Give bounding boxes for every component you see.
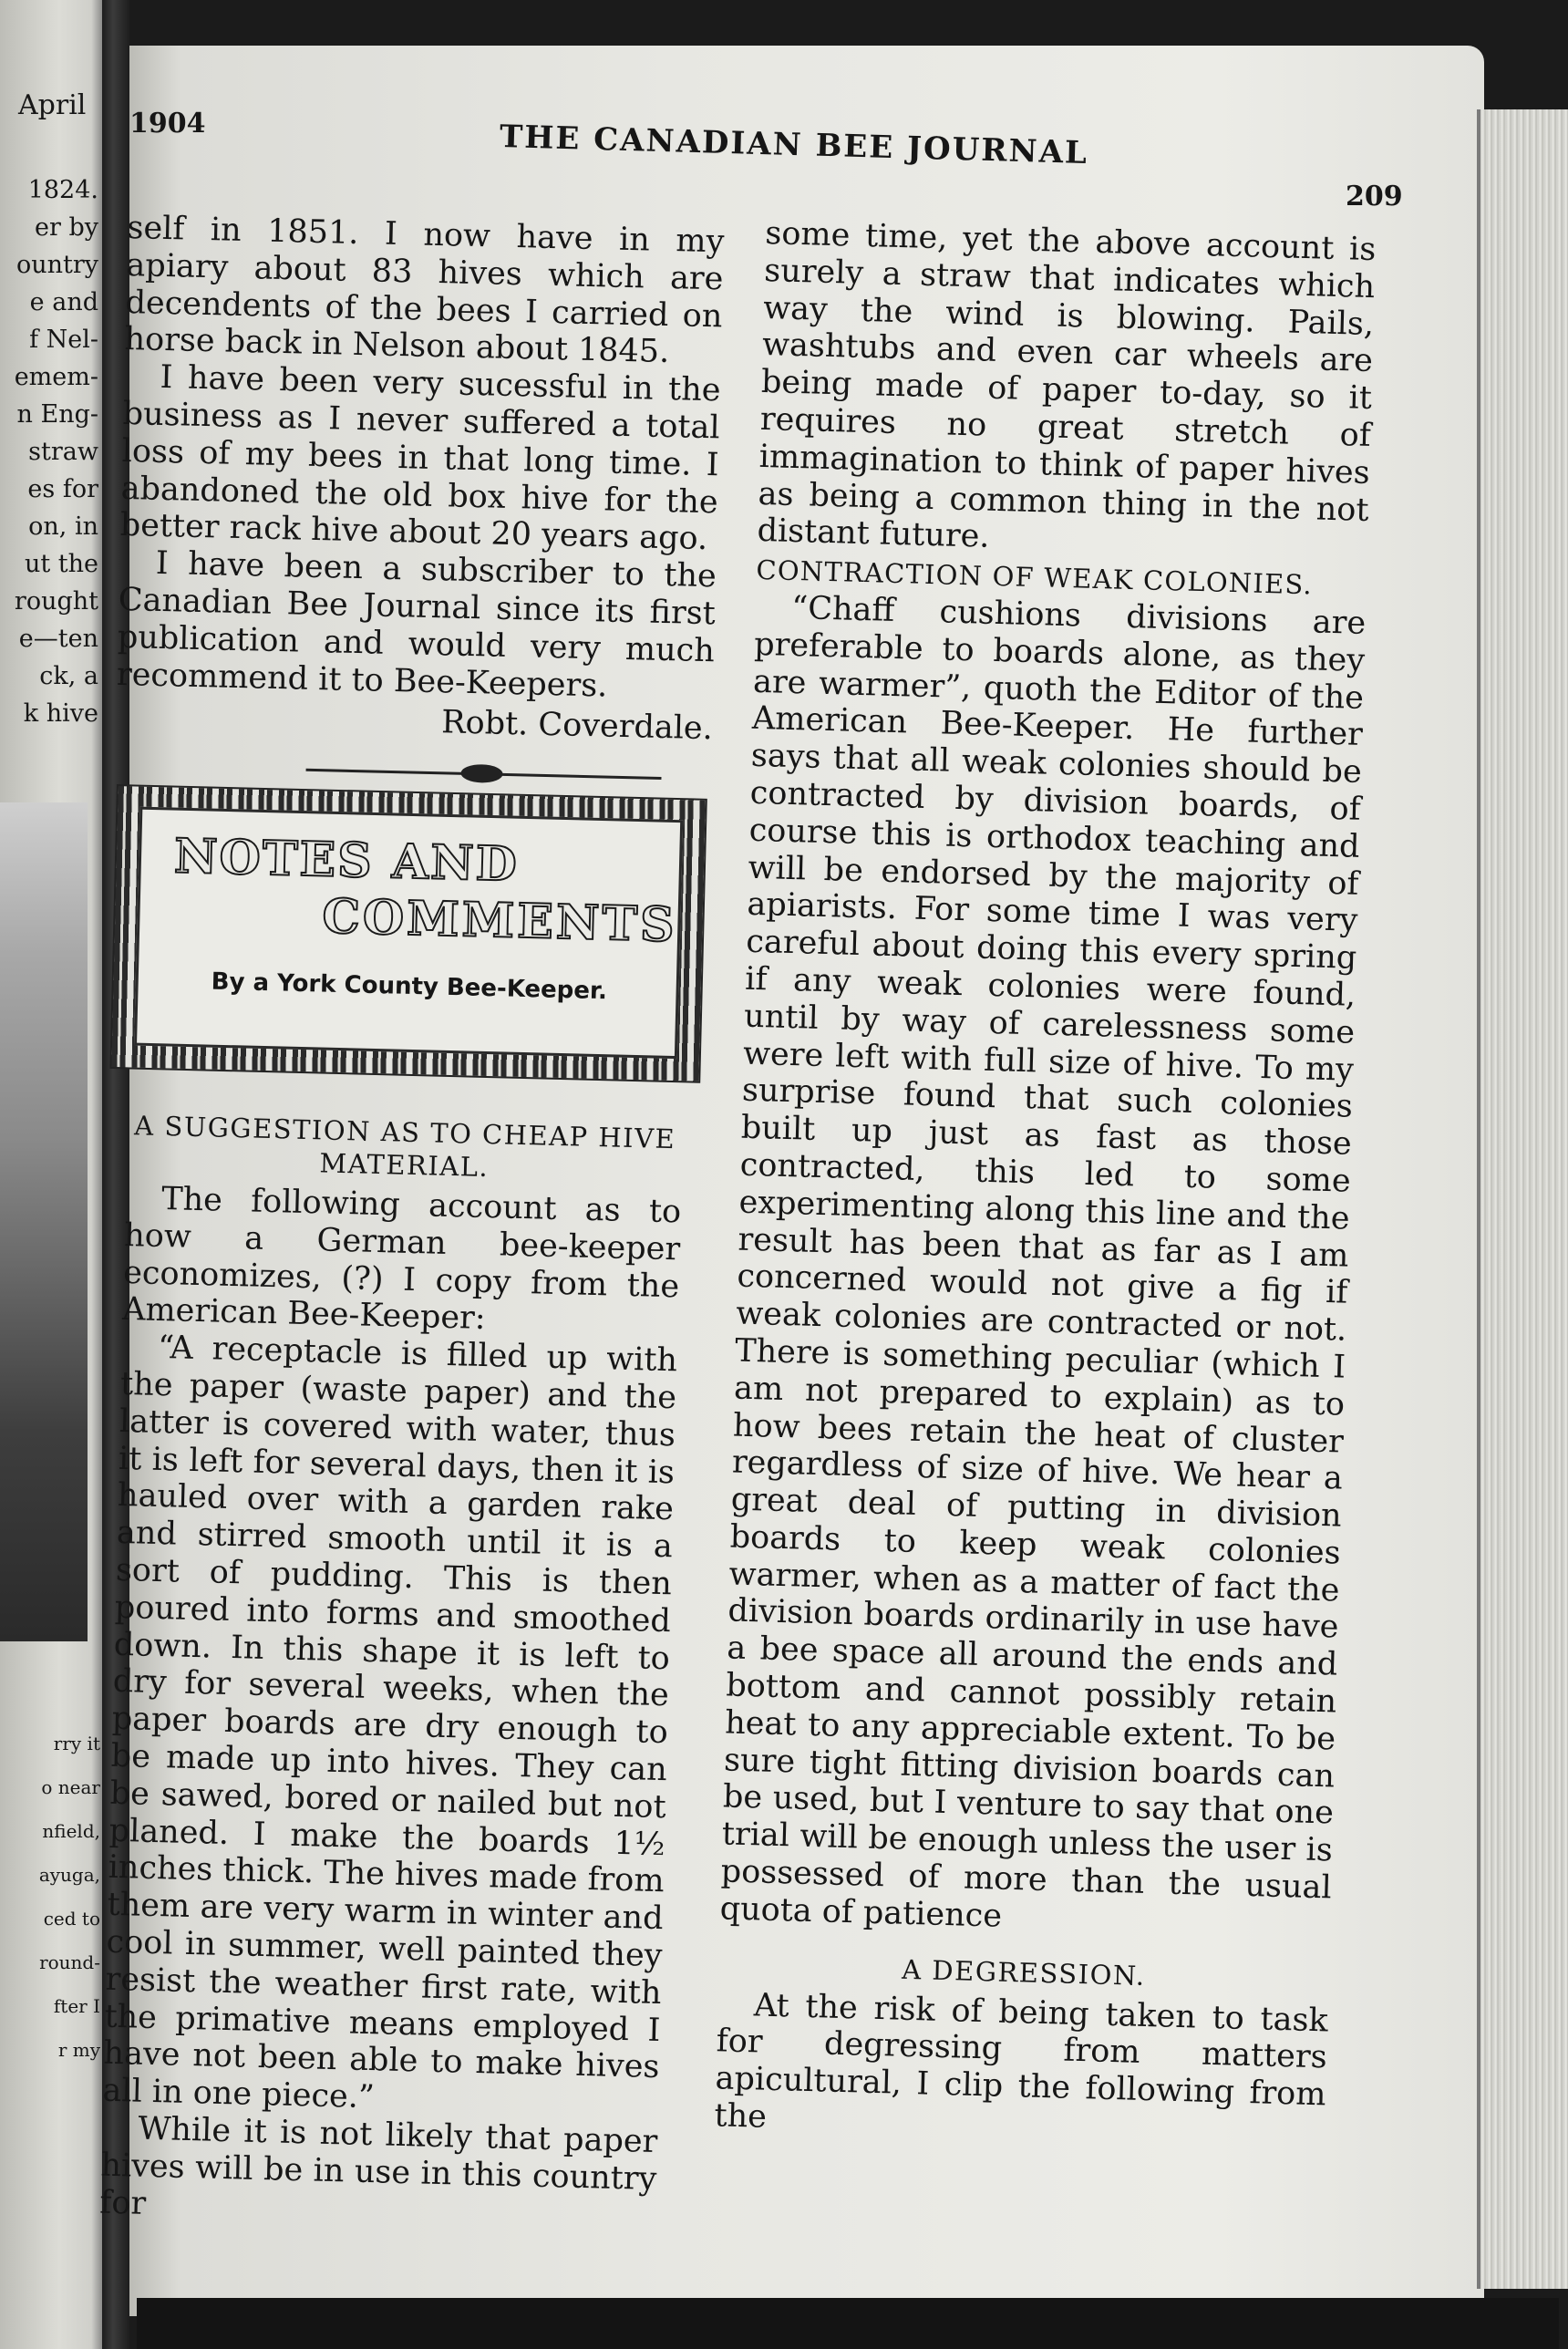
left-page-line: f Nel- xyxy=(29,326,98,354)
header-year: 1904 xyxy=(129,108,206,140)
left-page-line: ck, a xyxy=(39,662,98,690)
banner-title-line2: COMMENTS xyxy=(321,888,678,954)
section-heading: A DEGRESSION. xyxy=(901,1953,1147,1992)
left-page-line: n Eng- xyxy=(16,400,98,429)
notes-and-comments-banner xyxy=(109,784,707,1083)
left-page-line: ced to xyxy=(43,1908,100,1930)
left-page-line: round- xyxy=(39,1951,100,1973)
left-page-line: rry it xyxy=(53,1733,100,1754)
left-page-line: straw xyxy=(28,438,98,466)
section-heading: CONTRACTION OF WEAK COLONIES. xyxy=(756,554,1314,601)
paragraph: While it is not likely that paper hives will be in use in this country for xyxy=(98,2110,658,2222)
left-page-line: emem- xyxy=(14,363,98,391)
paragraph: At the risk of being taken to task for degressing from matters apicultural, I clip the following from the xyxy=(714,1987,1329,2136)
journal-title: THE CANADIAN BEE JOURNAL xyxy=(499,119,1089,172)
left-page-line: e and xyxy=(29,288,98,316)
paragraph: I have been a subscriber to the Canadian Bee Journal since its first publication and would very much recommend it to Bee-Keepers. xyxy=(116,545,717,705)
paragraph: “Chaff cushions divisions are preferable to boards alone, as they are warmer”, quoth the Editor of the American Bee-Keeper. He further says that all weak colonies should be contracted by division boards, of course this is orthodox teaching and will be endorsed by the majority of apiarists. For some time I was very careful about doing this every spring if any weak colonies were found, until by way of carelessness some were left with full size of hive. To my surprise found that such colonies built up just as fast as those contracted, this led to some experimenting along this line and the result has been that as far as I am concerned would not give a fig if weak colonies are contracted or not. There is something peculiar (which I am not prepared to explain) as to how bees retain the heat of cluster regardless of size of hive. We hear a great deal of putting in division boards to keep weak colonies warmer, when as a matter of fact the division boards ordinarily in use have a bee space all around the ends and bottom and cannot possibly retain heat to any appreciable extent. To be sure tight fitting division boards can be used, but I venture to say that one trial will be enough unless the user is possessed of more than the usual quota of patience xyxy=(719,589,1367,1935)
left-page-fragment xyxy=(0,0,108,2349)
left-page-line: ut the xyxy=(24,550,98,578)
left-page-line: r my xyxy=(57,2039,100,2061)
left-page-text xyxy=(0,171,98,732)
signature: Robt. Coverdale. xyxy=(440,704,714,748)
page-shadow xyxy=(137,2298,1559,2349)
left-page-line: ayuga, xyxy=(38,1864,100,1886)
left-column-bottom xyxy=(99,1102,684,2235)
left-page-text-lower xyxy=(0,1722,100,2072)
left-page-line: on, in xyxy=(28,512,98,541)
page-number: 209 xyxy=(1346,181,1403,212)
paragraph: The following account as to how a German bee-keeper economizes, (?) I copy from the American Bee-Keeper: xyxy=(121,1180,682,1338)
left-page-line: e—ten xyxy=(18,625,98,653)
page-edges xyxy=(1477,109,1568,2289)
left-page-line: rought xyxy=(14,587,98,616)
banner-title-line1: NOTES AND xyxy=(173,828,520,893)
left-page-line: 1824. xyxy=(27,176,98,204)
left-page-line: ountry xyxy=(15,251,98,279)
section-heading: A SUGGESTION AS TO CHEAP HIVE MATERIAL. xyxy=(133,1110,676,1184)
left-page-line: er by xyxy=(34,213,98,242)
divider-ornament xyxy=(460,764,502,783)
left-page-line: k hive xyxy=(23,699,98,728)
quoted-paragraph: “A receptacle is filled up with the paper (waste paper) and the latter is covered with water, thus it is left for several days, then it is hauled over with a garden rake and stirred smooth until it is a sort of pudding. This is then poured into forms and smoothed down. In this shape it is left to dry for several weeks, when the paper boards are dry enough to be made up into hives. They can be sawed, bored or nailed but not planed. I make the boards 1½ inches thick. The hives made from them are very warm in winter and cool in summer, well painted they resist the weather first rate, with the primative means employed I have not been able to make hives all in one piece.” xyxy=(102,1330,678,2116)
left-page-photograph xyxy=(0,802,88,1641)
right-column xyxy=(714,215,1377,2151)
left-page-line: nfield, xyxy=(42,1820,100,1842)
paragraph: self in 1851. I now have in my apiary about 83 hives which are decendents of the bees I carried on horse back in Nelson about 1845. xyxy=(124,210,725,371)
banner-panel xyxy=(134,807,683,1059)
left-page-line: es for xyxy=(27,475,98,503)
paragraph: some time, yet the above account is surely a straw that indicates which way the wind is blowing. Pails, washtubs and even car wheels are being made of paper to-day, so it requires no great stretch of immagination to think of paper hives as being a common thing in the not distant future. xyxy=(757,215,1377,556)
left-column-top xyxy=(114,210,724,788)
left-page-line: o near xyxy=(41,1776,100,1798)
paragraph: I have been very sucessful in the business as I never suffered a total loss of my bees in that long time. I abandoned the old box hive for the better rack hive about 20 years ago. xyxy=(119,359,721,558)
left-page-line: fter I xyxy=(53,1995,100,2017)
banner-byline: By a York County Bee-Keeper. xyxy=(211,968,608,1006)
left-page-header: April xyxy=(18,89,87,121)
